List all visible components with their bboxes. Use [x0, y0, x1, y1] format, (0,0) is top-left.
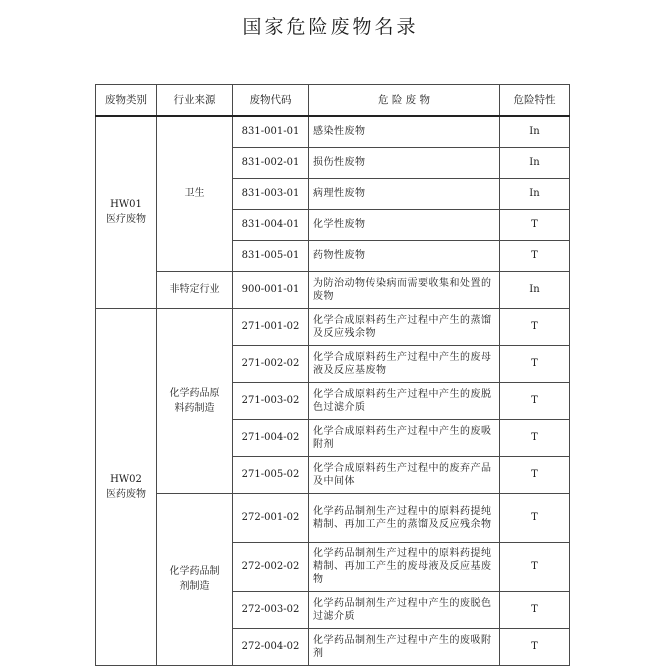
- header-code: 废物代码: [233, 85, 309, 117]
- table-body: [96, 116, 570, 665]
- waste-description-cell: 化学合成原料药生产过程中产生的废吸附剂: [309, 419, 500, 456]
- header-characteristic: 危险特性: [500, 85, 570, 117]
- waste-code-cell: 831-003-01: [233, 178, 309, 209]
- waste-code-cell: 831-004-01: [233, 209, 309, 240]
- industry-source-cell: 卫生: [157, 116, 233, 271]
- waste-description-cell: 病理性废物: [309, 178, 500, 209]
- industry-source-cell: 化学药品制剂制造: [157, 493, 233, 665]
- waste-code-cell: 831-002-01: [233, 147, 309, 178]
- table-row: [96, 308, 570, 345]
- hazardous-waste-table: [95, 84, 570, 666]
- industry-source-cell: 非特定行业: [157, 271, 233, 308]
- waste-description-cell: 感染性废物: [309, 116, 500, 147]
- waste-code-cell: 272-003-02: [233, 591, 309, 628]
- waste-description-cell: 化学合成原料药生产过程中的废弃产品及中间体: [309, 456, 500, 493]
- hazard-characteristic-cell: T: [500, 240, 570, 271]
- hazard-characteristic-cell: T: [500, 493, 570, 542]
- waste-description-cell: 化学合成原料药生产过程中产生的废脱色过滤介质: [309, 382, 500, 419]
- waste-code-cell: 271-005-02: [233, 456, 309, 493]
- waste-description-cell: 药物性废物: [309, 240, 500, 271]
- waste-code-cell: 271-002-02: [233, 345, 309, 382]
- waste-description-cell: 化学药品制剂生产过程中的原料药提纯精制、再加工产生的蒸馏及反应残余物: [309, 493, 500, 542]
- table-row: [96, 116, 570, 147]
- hazard-characteristic-cell: In: [500, 147, 570, 178]
- hazard-characteristic-cell: In: [500, 116, 570, 147]
- header-row: [96, 85, 570, 117]
- hazard-characteristic-cell: T: [500, 382, 570, 419]
- waste-category-cell: [96, 308, 157, 665]
- waste-description-cell: 化学药品制剂生产过程中产生的废脱色过滤介质: [309, 591, 500, 628]
- table-row: [96, 493, 570, 542]
- hazard-characteristic-cell: T: [500, 419, 570, 456]
- waste-code-cell: 271-001-02: [233, 308, 309, 345]
- header-category: 废物类别: [96, 85, 157, 117]
- header-source: 行业来源: [157, 85, 233, 117]
- page-title: 国家危险废物名录: [242, 16, 419, 38]
- category-code: HW01: [110, 199, 142, 211]
- category-name: 医药废物: [106, 488, 146, 500]
- waste-code-cell: 272-001-02: [233, 493, 309, 542]
- hazard-characteristic-cell: T: [500, 308, 570, 345]
- category-name: 医疗废物: [106, 214, 146, 226]
- table-row: [96, 271, 570, 308]
- waste-code-cell: 272-004-02: [233, 628, 309, 665]
- hazard-characteristic-cell: T: [500, 456, 570, 493]
- industry-source-cell: 化学药品原料药制造: [157, 308, 233, 493]
- waste-category-cell: [96, 116, 157, 308]
- hazard-characteristic-cell: In: [500, 271, 570, 308]
- waste-description-cell: 损伤性废物: [309, 147, 500, 178]
- waste-code-cell: 831-001-01: [233, 116, 309, 147]
- hazard-characteristic-cell: In: [500, 178, 570, 209]
- waste-description-cell: 化学药品制剂生产过程中产生的废吸附剂: [309, 628, 500, 665]
- waste-code-cell: 271-004-02: [233, 419, 309, 456]
- waste-description-cell: 化学药品制剂生产过程中的原料药提纯精制、再加工产生的废母液及反应基废物: [309, 542, 500, 591]
- waste-description-cell: 化学合成原料药生产过程中产生的蒸馏及反应残余物: [309, 308, 500, 345]
- waste-description-cell: 化学合成原料药生产过程中产生的废母液及反应基废物: [309, 345, 500, 382]
- hazard-characteristic-cell: T: [500, 591, 570, 628]
- header-waste: 危 险 废 物: [309, 85, 500, 117]
- hazard-characteristic-cell: T: [500, 345, 570, 382]
- waste-code-cell: 272-002-02: [233, 542, 309, 591]
- hazard-characteristic-cell: T: [500, 209, 570, 240]
- hazard-characteristic-cell: T: [500, 628, 570, 665]
- waste-code-cell: 900-001-01: [233, 271, 309, 308]
- waste-description-cell: 化学性废物: [309, 209, 500, 240]
- waste-code-cell: 271-003-02: [233, 382, 309, 419]
- hazard-characteristic-cell: T: [500, 542, 570, 591]
- table-header: [96, 85, 570, 117]
- category-code: HW02: [110, 473, 142, 485]
- waste-code-cell: 831-005-01: [233, 240, 309, 271]
- waste-description-cell: 为防治动物传染病而需要收集和处置的废物: [309, 271, 500, 308]
